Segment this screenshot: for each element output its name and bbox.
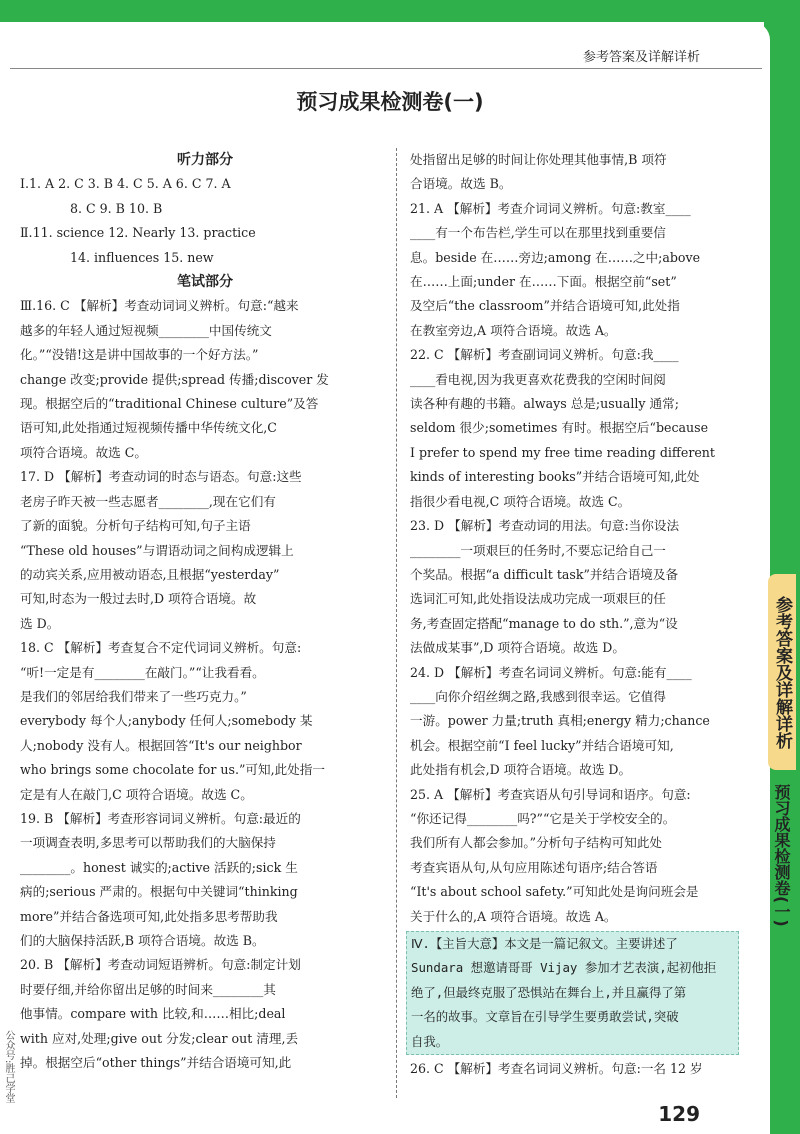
text-line: 语可知,此处指通过短视频传播中华传统文化,C — [20, 420, 277, 436]
text-line: 合语境。故选 B。 — [410, 176, 512, 192]
text-line: 人;nobody 没有人。根据回答“It's our neighbor — [20, 737, 302, 753]
answer-line: Ⅰ.1. A 2. C 3. B 4. C 5. A 6. C 7. A — [20, 176, 231, 192]
page-sheet — [0, 22, 770, 1134]
text-line: 关于什么的,A 项符合语境。故选 A。 — [410, 908, 617, 924]
page-number: 129 — [658, 1102, 700, 1126]
text-line: seldom 很少;sometimes 有时。根据空后“because — [410, 420, 709, 436]
text-line: 息。beside 在……旁边;among 在……之中;above — [410, 249, 701, 265]
left-column — [20, 148, 390, 1075]
text-line: Ⅲ.16. C 【解析】考查动词词义辨析。句意:“越来 — [20, 298, 299, 314]
text-line: “你还记得________吗?”“它是关于学校安全的。 — [410, 810, 676, 826]
text-line: kinds of interesting books”并结合语境可知,此处 — [410, 469, 700, 485]
text-line: 定是有人在敲门,C 项符合语境。故选 C。 — [20, 786, 253, 802]
left-explanations — [20, 294, 390, 1075]
text-line: 处指留出足够的时间让你处理其他事情,B 项符 — [410, 152, 667, 167]
text-line: 18. C 【解析】考查复合不定代词词义辨析。句意: — [20, 640, 302, 656]
text-line: ________。honest 诚实的;active 活跃的;sick 生 — [20, 859, 298, 875]
text-line: 时要仔细,并给你留出足够的时间来________其 — [20, 981, 276, 997]
text-line: 绝了,但最终克服了恐惧站在舞台上,并且赢得了第 — [411, 984, 687, 1000]
text-line: 他事情。compare with 比较,和……相比;deal — [20, 1006, 286, 1022]
page-title: 预习成果检测卷(一) — [296, 90, 484, 114]
text-line: 选 D。 — [20, 615, 60, 631]
text-line: everybody 每个人;anybody 任何人;somebody 某 — [20, 713, 313, 729]
text-line: 的动宾关系,应用被动语态,且根据“yesterday” — [20, 566, 280, 582]
text-line: 此处指有机会,D 项符合语境。故选 D。 — [410, 762, 632, 778]
text-line: I prefer to spend my free time reading different — [410, 444, 715, 460]
text-line: “听!一定是有________在敲门。”“让我看看。 — [20, 664, 265, 680]
text-line: Ⅳ.【主旨大意】本文是一篇记叙文。主要讲述了 — [411, 936, 678, 951]
side-left-watermark: 公众号:胜己学堂 — [3, 1030, 14, 1104]
text-line: 20. B 【解析】考查动词短语辨析。句意:制定计划 — [20, 957, 301, 973]
text-line: 选词汇可知,此处指设法成功完成一项艰巨的任 — [410, 591, 666, 607]
text-line: 一项调查表明,多思考可以帮助我们的大脑保持 — [20, 835, 276, 851]
listening-heading: 听力部分 — [177, 152, 233, 168]
text-line: Sundara 想邀请哥哥 Vijay 参加才艺表演,起初他拒 — [411, 960, 717, 976]
text-line: with 应对,处理;give out 分发;clear out 清理,丢 — [20, 1030, 299, 1046]
text-line: 老房子昨天被一些志愿者________,现在它们有 — [20, 493, 276, 509]
text-line: 21. A 【解析】考查介词词义辨析。句意:教室____ — [410, 200, 691, 216]
writing-heading: 笔试部分 — [177, 274, 233, 291]
text-line: 26. C 【解析】考查名词词义辨析。句意:一名 12 岁 — [410, 1061, 703, 1077]
text-line: 们的大脑保持活跃,B 项符合语境。故选 B。 — [20, 933, 265, 948]
text-line: “It's about school safety.”可知此处是询问班会是 — [410, 884, 699, 900]
text-line: 在教室旁边,A 项符合语境。故选 A。 — [410, 322, 617, 338]
right-column — [410, 148, 735, 1081]
header-rule — [10, 68, 762, 69]
right-explanations — [410, 148, 735, 929]
text-line: “These old houses”与谓语动词之间构成逻辑上 — [20, 542, 294, 558]
text-line: 越多的年轻人通过短视频________中国传统文 — [20, 322, 272, 338]
column-divider — [396, 148, 397, 1098]
text-line: 我们所有人都会参加。”分析句子结构可知此处 — [410, 835, 663, 851]
text-line: who brings some chocolate for us.”可知,此处指一 — [20, 762, 325, 778]
text-line: 掉。根据空后“other things”并结合语境可知,此 — [20, 1055, 292, 1071]
text-line: 病的;serious 严肃的。根据句中关键词“thinking — [20, 884, 298, 900]
running-title: 参考答案及详解详析 — [582, 50, 700, 65]
text-line: 可知,时态为一般过去时,D 项符合语境。故 — [20, 591, 257, 607]
main-idea-box — [406, 931, 739, 1055]
side-tab-test-title: 预习成果检测卷(一) — [772, 784, 791, 927]
text-line: 务,考查固定搭配“manage to do sth.”,意为“设 — [410, 615, 678, 631]
text-line: 22. C 【解析】考查副词词义辨析。句意:我____ — [410, 347, 679, 363]
text-line: 25. A 【解析】考查宾语从句引导词和语序。句意: — [410, 786, 691, 802]
text-line: 是我们的邻居给我们带来了一些巧克力。” — [20, 688, 247, 704]
text-line: 个奖品。根据“a difficult task”并结合语境及备 — [410, 566, 679, 582]
answer-line: 8. C 9. B 10. B — [70, 200, 163, 216]
text-line: 指很少看电视,C 项符合语境。故选 C。 — [410, 493, 631, 509]
answer-line: Ⅱ.11. science 12. Nearly 13. practice — [20, 225, 256, 241]
text-line: 考查宾语从句,从句应用陈述句语序;结合答语 — [410, 859, 658, 875]
right-explanations-continued — [410, 1057, 735, 1081]
side-tab-answers: 参考答案及详解详析 — [768, 574, 796, 770]
text-line: ____看电视,因为我更喜欢花费我的空闲时间阅 — [410, 371, 666, 387]
text-line: 17. D 【解析】考查动词的时态与语态。句意:这些 — [20, 469, 302, 485]
text-line: 一名的故事。文章旨在引导学生要勇敢尝试,突破 — [411, 1009, 679, 1025]
text-line: more”并结合备选项可知,此处指多思考帮助我 — [20, 908, 278, 924]
text-line: 19. B 【解析】考查形容词词义辨析。句意:最近的 — [20, 810, 301, 826]
text-line: 化。”“没错!这是讲中国故事的一个好方法。” — [20, 347, 259, 363]
text-line: 了新的面貌。分析句子结构可知,句子主语 — [20, 518, 251, 534]
text-line: 项符合语境。故选 C。 — [20, 444, 147, 460]
text-line: 读各种有趣的书籍。always 总是;usually 通常; — [410, 396, 679, 412]
text-line: 现。根据空后的“traditional Chinese culture”及答 — [20, 396, 319, 412]
text-line: 24. D 【解析】考查名词词义辨析。句意:能有____ — [410, 664, 692, 680]
text-line: 及空后“the classroom”并结合语境可知,此处指 — [410, 298, 680, 314]
text-line: ____向你介绍丝绸之路,我感到很幸运。它值得 — [410, 688, 666, 704]
text-line: 在……上面;under 在……下面。根据空前“set” — [410, 274, 677, 290]
text-line: 23. D 【解析】考查动词的用法。句意:当你设法 — [410, 518, 680, 534]
text-line: 机会。根据空前“I feel lucky”并结合语境可知, — [410, 737, 674, 753]
text-line: 一游。power 力量;truth 真相;energy 精力;chance — [410, 713, 710, 729]
text-line: 法做成某事”,D 项符合语境。故选 D。 — [410, 640, 625, 656]
green-top-band — [0, 0, 800, 22]
text-line: ____有一个布告栏,学生可以在那里找到重要信 — [410, 225, 666, 241]
answer-line: 14. influences 15. new — [70, 249, 214, 265]
text-line: ________一项艰巨的任务时,不要忘记给自己一 — [410, 542, 666, 558]
text-line: change 改变;provide 提供;spread 传播;discover 发 — [20, 371, 329, 387]
text-line: 自我。 — [411, 1033, 449, 1049]
